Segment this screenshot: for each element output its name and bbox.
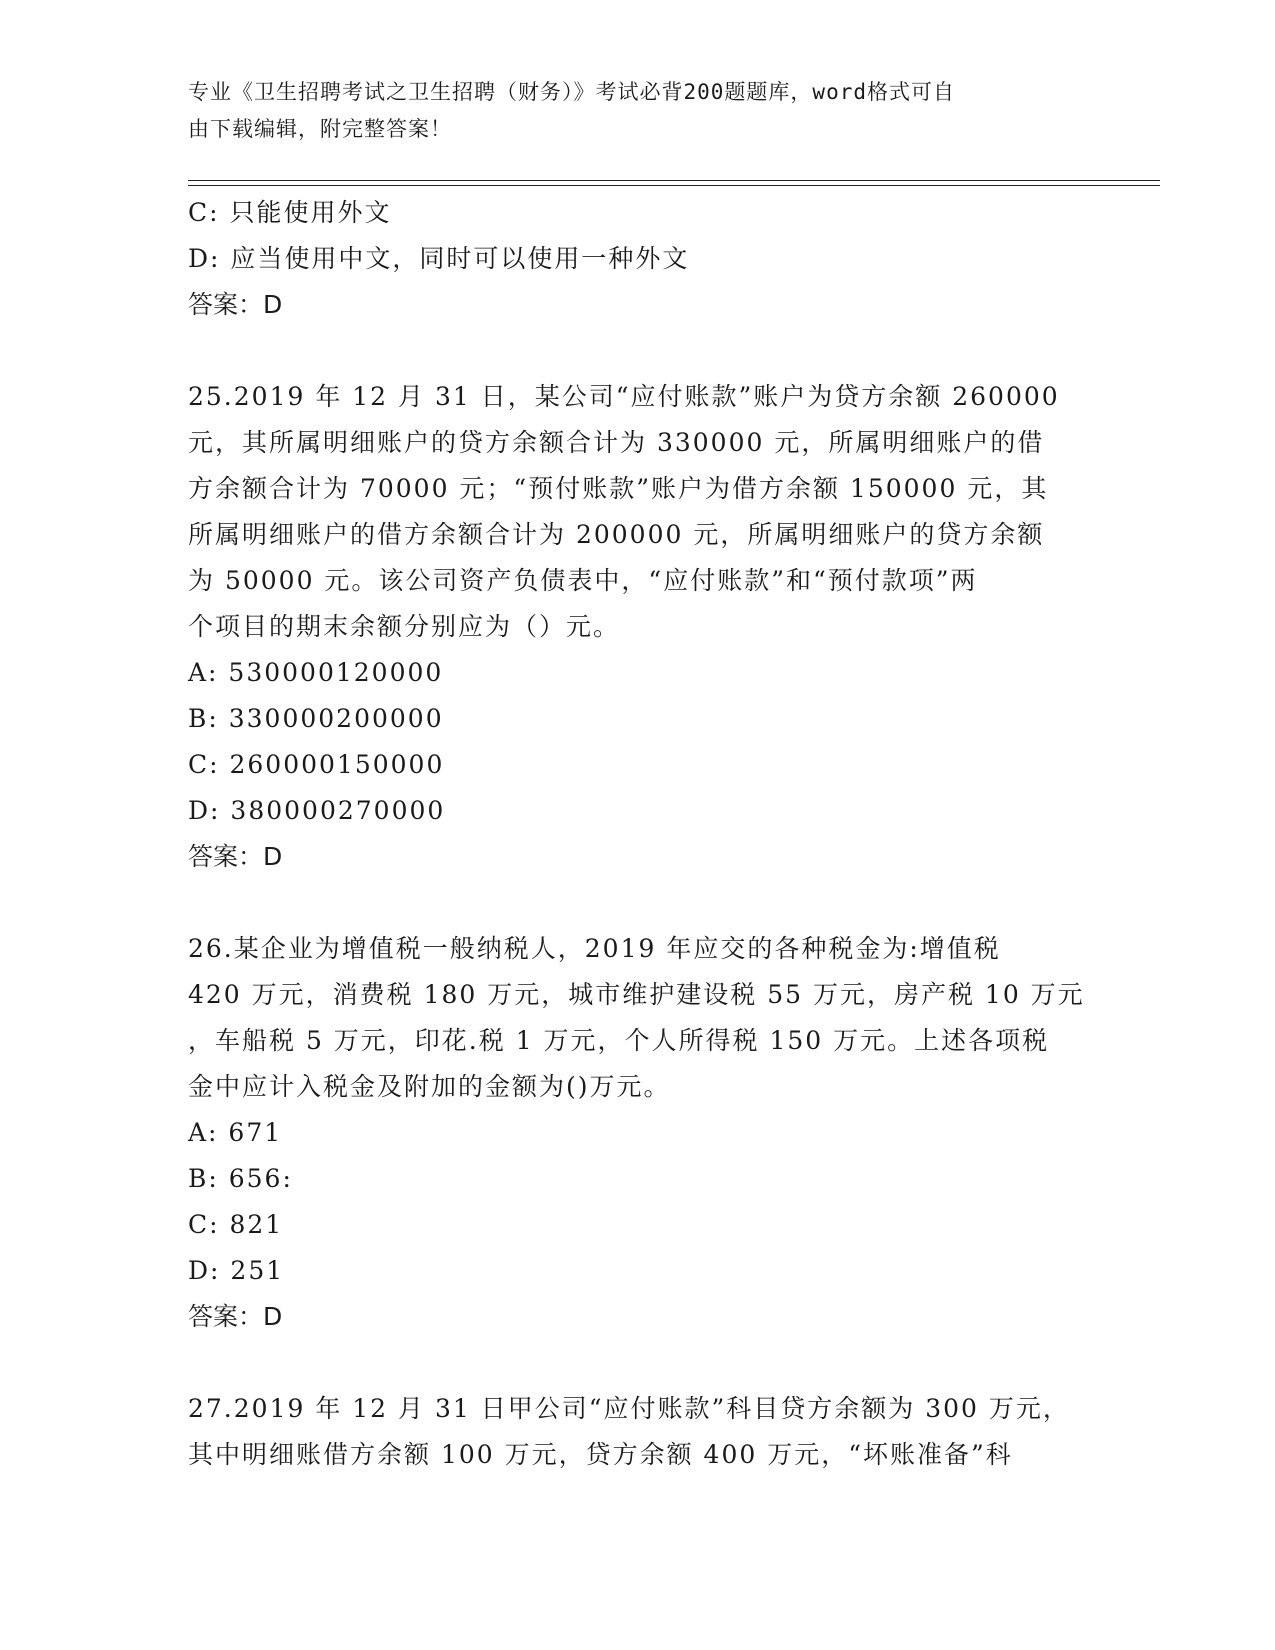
option-a: A: 671 bbox=[188, 1118, 283, 1147]
header-line: 由下载编辑，附完整答案！ bbox=[188, 117, 452, 141]
spacer bbox=[188, 1340, 1088, 1386]
question-text-line: 26.某企业为增值税一般纳税人，2019 年应交的各种税金为:增值税 bbox=[188, 934, 1001, 963]
document-body bbox=[188, 190, 1088, 1478]
answer-label: 答案：D bbox=[188, 290, 283, 319]
header-divider-bottom bbox=[188, 185, 1160, 186]
question-text-line: 个项目的期末余额分别应为（）元。 bbox=[188, 612, 621, 641]
question-text-line: 为 50000 元。该公司资产负债表中，“应付账款”和“预付款项”两 bbox=[188, 566, 978, 595]
option-c: C: 821 bbox=[188, 1210, 284, 1239]
question-text-line: ，车船税 5 万元，印花.税 1 万元，个人所得税 150 万元。上述各项税 bbox=[188, 1026, 1050, 1055]
question-text-line: 所属明细账户的借方余额合计为 200000 元，所属明细账户的贷方余额 bbox=[188, 520, 1045, 549]
question-text-line: 方余额合计为 70000 元；“预付账款”账户为借方余额 150000 元，其 bbox=[188, 474, 1049, 503]
answer-label: 答案：D bbox=[188, 842, 283, 871]
option-c: C: 260000150000 bbox=[188, 750, 445, 779]
document-header bbox=[188, 74, 1088, 148]
question-text-line: 420 万元，消费税 180 万元，城市维护建设税 55 万元，房产税 10 万元 bbox=[188, 980, 1085, 1009]
continued-question bbox=[188, 190, 1088, 328]
spacer bbox=[188, 880, 1088, 926]
option-d: D: 应当使用中文，同时可以使用一种外文 bbox=[188, 244, 690, 273]
spacer bbox=[188, 328, 1088, 374]
question-text-line: 元，其所属明细账户的贷方余额合计为 330000 元，所属明细账户的借 bbox=[188, 428, 1045, 457]
question-text-line: 27.2019 年 12 月 31 日甲公司“应付账款”科目贷方余额为 300 万元， bbox=[188, 1394, 1070, 1423]
option-b: B: 330000200000 bbox=[188, 704, 444, 733]
option-d: D: 380000270000 bbox=[188, 796, 446, 825]
question-25 bbox=[188, 374, 1088, 880]
question-26 bbox=[188, 926, 1088, 1340]
header-divider-top bbox=[188, 180, 1160, 181]
option-a: A: 530000120000 bbox=[188, 658, 444, 687]
question-text-line: 金中应计入税金及附加的金额为()万元。 bbox=[188, 1072, 671, 1101]
question-text-line: 25.2019 年 12 月 31 日，某公司“应付账款”账户为贷方余额 260000 bbox=[188, 382, 1060, 411]
header-line: 专业《卫生招聘考试之卫生招聘（财务）》考试必背200题题库，word格式可自 bbox=[188, 80, 955, 104]
answer-label: 答案：D bbox=[188, 1302, 283, 1331]
option-b: B: 656: bbox=[188, 1164, 293, 1193]
question-27 bbox=[188, 1386, 1088, 1478]
question-text-line: 其中明细账借方余额 100 万元，贷方余额 400 万元，“坏账准备”科 bbox=[188, 1440, 1013, 1469]
option-d: D: 251 bbox=[188, 1256, 285, 1285]
option-c: C: 只能使用外文 bbox=[188, 198, 392, 227]
